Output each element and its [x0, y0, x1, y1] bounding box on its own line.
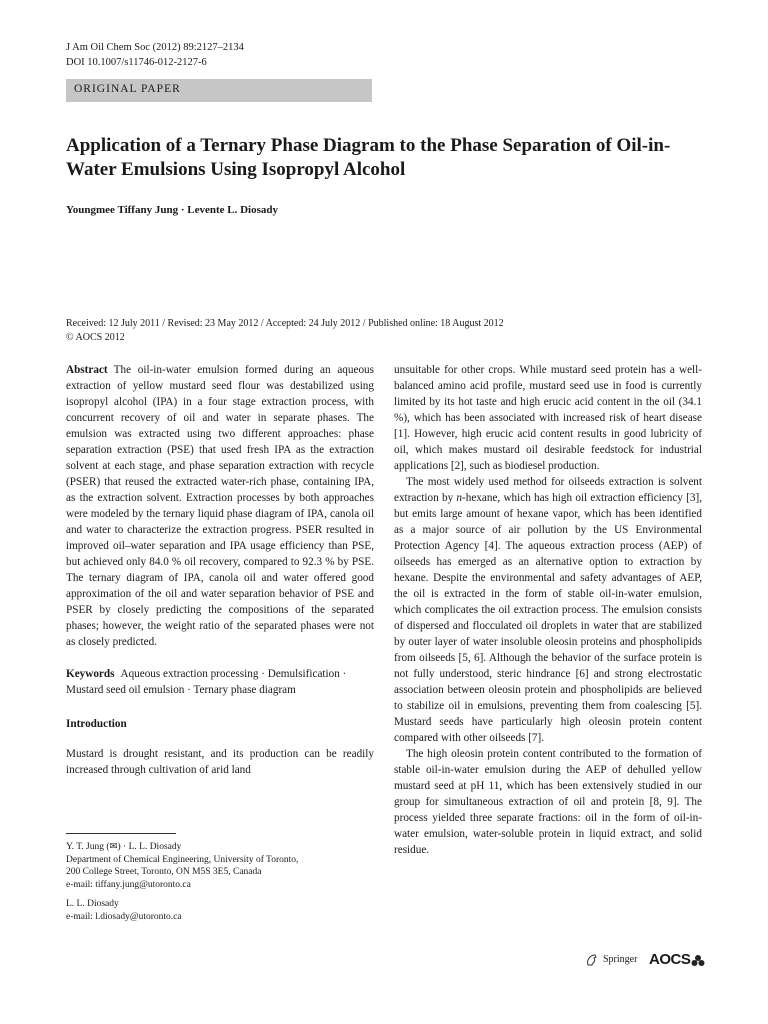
journal-citation: J Am Oil Chem Soc (2012) 89:2127–2134: [66, 42, 244, 53]
footnote-divider: [66, 833, 176, 834]
section-label: ORIGINAL PAPER: [74, 83, 181, 95]
abstract-paragraph: [66, 362, 374, 650]
abstract-heading: Abstract: [66, 364, 108, 376]
publisher-logos: [585, 950, 710, 972]
aocs-leaf-icon: [691, 954, 705, 968]
body-paragraph-3: The high oleosin protein content contributed to the formation of stable oil-in-water emulsion during the AEP of dehulled yellow mustard seed at pH 11, which has been extensively studied in our group for simultaneous extraction of oil and protein [8, 9]. The process yielded three separate fractions: oil in the form of oil-in-water emulsion, water-soluble protein in liquid extract, and solid residue.: [394, 748, 702, 856]
abstract-text: The oil-in-water emulsion formed during an aqueous extraction of yellow mustard seed flour was destabilized using isopropyl alcohol (IPA) in a four stage extraction process, with concurrent recovery of oil and water in separate phases. The emulsion was extracted using two different approaches: phase separation extraction (PSE) that used fresh IPA as the extraction solvent at each stage, and phase separation extraction with recycle (PSER) that reused the extracted water-rich phase, containing IPA, as the extraction solvent. Extraction processes by both approaches were modeled by the ternary liquid phase diagram of IPA, canola oil and water to characterize the extraction progress. PSER resulted in improved oil–water separation and IPA usage efficiency than PSE, but achieved only 84.0 % oil recovery, compared to 92.3 % by PSE. The ternary diagram of IPA, canola oil and water offered good approximation of the oil and water separation behavior of PSE and PSER by closely predicting the compositions of the separated phases; however, the weight ratio of the separated phases were not as closely predicted.: [66, 364, 374, 648]
aocs-logo-text: AOCS: [649, 951, 691, 968]
keywords-paragraph: [66, 666, 374, 698]
journal-header: [66, 40, 244, 70]
section-label-bar: [66, 79, 372, 102]
body-paragraph-1: unsuitable for other crops. While mustard seed protein has a well-balanced amino acid profile, mustard seed use in food is currently limited by its hot taste and high erucic acid content in the oil (34.1 %), which has been associated with increased risk of heart disease [1]. However, high erucic acid content results in good lubricity of oil, which makes mustard oil desirable feedstock for industrial applications [2], such as biodiesel production.: [394, 364, 702, 472]
footnote-authors: Y. T. Jung (✉) · L. L. Diosady: [66, 842, 182, 852]
footnote-email-jung[interactable]: e-mail: tiffany.jung@utoronto.ca: [66, 879, 191, 890]
footnote-email-diosady[interactable]: e-mail: l.diosady@utoronto.ca: [66, 911, 182, 922]
body-paragraph-2: [394, 474, 702, 746]
keywords-heading: Keywords: [66, 668, 115, 680]
footnote-address: 200 College Street, Toronto, ON M5S 3E5, Canada: [66, 867, 262, 877]
left-column: [66, 362, 374, 778]
right-column: [394, 362, 702, 858]
publication-history: [66, 317, 504, 345]
copyright-line: © AOCS 2012: [66, 332, 125, 343]
springer-horse-icon: [585, 953, 599, 967]
introduction-paragraph: Mustard is drought resistant, and its production can be readily increased through cultivation of arid land: [66, 748, 374, 776]
footnote-author-diosady: L. L. Diosady: [66, 899, 119, 909]
italic-n: n: [456, 492, 463, 504]
journal-doi[interactable]: DOI 10.1007/s11746-012-2127-6: [66, 57, 207, 68]
paper-authors: Youngmee Tiffany Jung · Levente L. Diosady: [66, 204, 278, 216]
introduction-heading: Introduction: [66, 718, 127, 730]
springer-logo-text: Springer: [603, 954, 638, 965]
history-dates: Received: 12 July 2011 / Revised: 23 May 2012 / Accepted: 24 July 2012 / Published online: 18 August 2012: [66, 318, 504, 329]
keywords-text: Aqueous extraction processing · Demulsification · Mustard seed oil emulsion · Ternary phase diagram: [66, 668, 347, 696]
body-paragraph-2-start: The most widely used method for oilseeds extraction is solvent extraction by: [394, 476, 702, 504]
author-footnote: [66, 841, 374, 923]
footnote-department: Department of Chemical Engineering, University of Toronto,: [66, 854, 299, 865]
paper-title: Application of a Ternary Phase Diagram to the Phase Separation of Oil-in-Water Emulsions Using Isopropyl Alcohol: [66, 135, 671, 180]
body-paragraph-2-rest: -hexane, which has high oil extraction efficiency [3], but emits large amount of hexane vapor, which has been identified as a major source of air pollution by the US Environmental Protection Agency [4]. The aqueous extraction process (AEP) of oilseeds has emerged as an alternative option to extraction by hexane. Despite the environmental and safety advantages of AEP, the oil is extracted in the form of stable oil-in-water emulsion, which complicates the oil extraction process. The emulsion consists of dispersed and flocculated oil droplets in water that are stabilized by outer layer of water insoluble oleosin proteins and phospholipids from oilseeds [5, 6]. Although the behavior of the surface protein is not fully understood, steric hindrance [6] and strong electrostatic association between oleosin protein and phospholipids are believed to stabilize oil in emulsions, preventing them from coalescing [5]. Mustard seeds have particularly high oleosin protein content compared with other oilseeds [7].: [394, 492, 702, 744]
